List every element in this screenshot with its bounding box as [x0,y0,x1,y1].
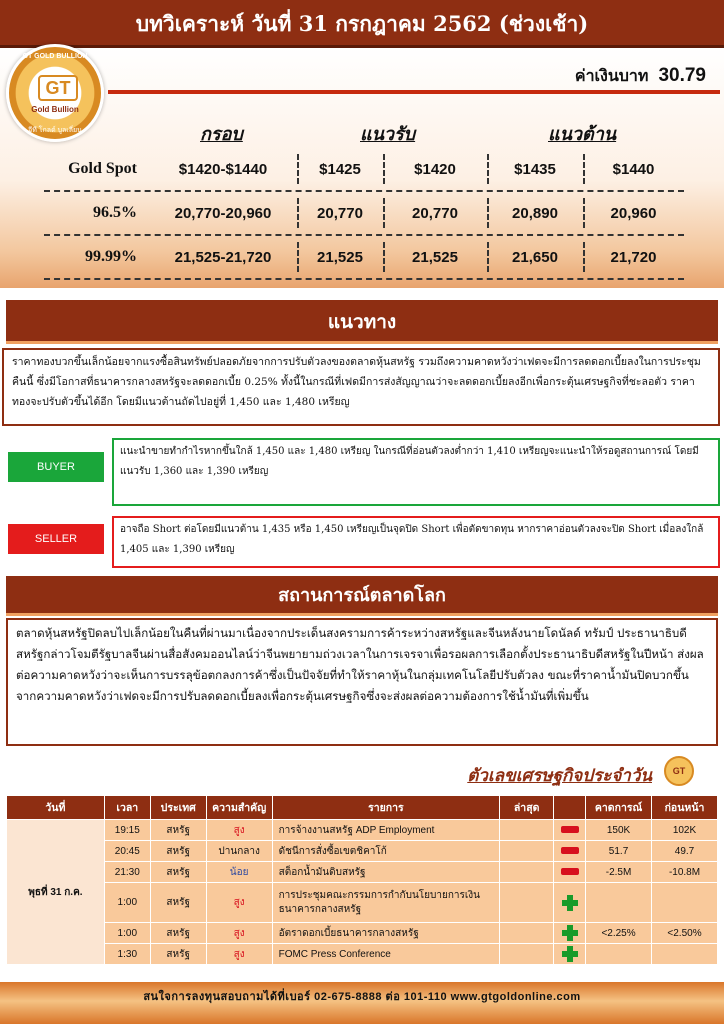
time-cell: 1:00 [104,923,150,944]
seller-tag: SELLER [8,524,104,554]
time-cell: 20:45 [104,841,150,862]
forecast-cell: <2.25% [586,923,652,944]
resistance-cell: 20,960 [583,192,684,234]
support-cell: $1420 [383,148,487,190]
col-resistance-header: แนวต้าน [548,124,617,145]
country-cell: สหรัฐ [150,820,206,841]
time-cell: 1:00 [104,883,150,923]
col-time: เวลา [104,796,150,820]
table-row [7,820,718,841]
col-sign [554,796,586,820]
support-cell: 21,525 [297,236,383,278]
actual-cell [500,841,554,862]
previous-cell [652,883,718,923]
world-title: สถานการณ์ตลาดโลก [6,576,718,616]
logo-initials: GT [38,75,78,101]
actual-cell [500,862,554,883]
importance-cell: สูง [206,820,272,841]
country-cell: สหรัฐ [150,883,206,923]
previous-cell: 102K [652,820,718,841]
actual-cell [500,883,554,923]
row-label: 99.99% [85,248,137,265]
seller-advice: อาจถือ Short ต่อโดยมีแนวต้าน 1,435 หรือ 1,450 เหรียญเป็นจุดปิด Short เพื่อตัดขาดทุน หากราคาอ่อนตัวลงจะปิด Short เมื่อลงใกล้ 1,405 และ 1,390 เหรียญ [112,516,720,568]
event-cell: การจ้างงานสหรัฐ ADP Employment [272,820,500,841]
country-cell: สหรัฐ [150,923,206,944]
previous-cell: -10.8M [652,862,718,883]
importance-cell: สูง [206,883,272,923]
sign-cell [554,841,586,862]
event-cell: อัตราดอกเบี้ยธนาคารกลางสหรัฐ [272,923,500,944]
actual-cell [500,820,554,841]
sign-cell [554,820,586,841]
support-cell: 21,525 [383,236,487,278]
actual-cell [500,923,554,944]
plus-icon [562,895,578,911]
col-range-header: กรอบ [200,124,243,145]
price-row-96 [44,192,684,236]
time-cell: 1:30 [104,944,150,965]
col-forecast: คาดการณ์ [586,796,652,820]
report-title: บทวิเคราะห์ วันที่ 31 กรกฎาคม 2562 (ช่วงเช้า) [0,0,724,48]
resistance-cell: $1440 [583,148,684,190]
minus-icon [561,847,579,854]
world-text: ตลาดหุ้นสหรัฐปิดลบไปเล็กน้อยในคืนที่ผ่านมาเนื่องจากประเด็นสงครามการค้าระหว่างสหรัฐและจีนหลังนายโดนัลด์ ทรัมป์ ประธานาธิบดีสหรัฐกล่าวโจมตีรัฐบาลจีนผ่านสื่อสังคมออนไลน์ว่าจีนพยายามถ่วงเวลาในการเจรจาเพื่อรอผลการเลือกตั้งประธานาธิบดีสหรัฐในปีหน้า ส่งผลต่อความคาดหวังว่าจะเห็นการบรรลุข้อตกลงการค้าซึ่งเป็นปัจจัยที่ทำให้ราคาหุ้นในกลุ่มเทคโนโลยีปรับตัวลง ขณะที่ราคาน้ำมันปิดบวกขึ้นจากความคาดหวังว่าเฟดจะมีการปรับลดดอกเบี้ยลงเพื่อกระตุ้นเศรษฐกิจซึ่งจะส่งผลต่อความต้องการใช้น้ำมันที่เพิ่มขึ้น [6,618,718,746]
table-row [7,883,718,923]
col-actual: ล่าสุด [500,796,554,820]
fx-label: ค่าเงินบาท [574,68,649,85]
country-cell: สหรัฐ [150,841,206,862]
footer-contact: สนใจการลงทุนสอบถามได้ที่เบอร์ 02-675-8888 ต่อ 101-110 www.gtgoldonline.com [0,982,724,1024]
resistance-cell: 20,890 [487,192,583,234]
price-table [44,148,684,280]
row-label: Gold Spot [68,160,137,177]
forecast-cell: 150K [586,820,652,841]
forecast-cell [586,883,652,923]
event-cell: ดัชนีการสั่งซื้อเขตชิคาโก้ [272,841,500,862]
gt-logo [6,44,104,142]
previous-cell: <2.50% [652,923,718,944]
previous-cell [652,944,718,965]
col-country: ประเทศ [150,796,206,820]
resistance-cell: 21,650 [487,236,583,278]
guidance-title: แนวทาง [6,300,718,344]
sign-cell [554,944,586,965]
col-previous: ก่อนหน้า [652,796,718,820]
plus-icon [562,925,578,941]
sign-cell [554,883,586,923]
resistance-cell: 21,720 [583,236,684,278]
plus-icon [562,946,578,962]
minus-icon [561,826,579,833]
price-row-9999 [44,236,684,280]
previous-cell: 49.7 [652,841,718,862]
range-cell: 21,525-21,720 [174,249,272,266]
actual-cell [500,944,554,965]
buyer-advice: แนะนำขายทำกำไรหากขึ้นใกล้ 1,450 และ 1,480 เหรียญ ในกรณีที่อ่อนตัวลงต่ำกว่า 1,410 เหรียญจะแนะนำให้รอดูสถานการณ์ โดยมีแนวรับ 1,360 และ 1,390 เหรียญ [112,438,720,506]
table-row [7,862,718,883]
event-cell: การประชุมคณะกรรมการกำกับนโยบายการเงินธนาคารกลางสหรัฐ [272,883,500,923]
support-cell: $1425 [297,148,383,190]
col-event: รายการ [272,796,500,820]
range-cell: 20,770-20,960 [174,205,272,222]
econ-logo: GT [664,756,694,786]
event-cell: FOMC Press Conference [272,944,500,965]
forecast-cell [586,944,652,965]
time-cell: 19:15 [104,820,150,841]
importance-cell: สูง [206,923,272,944]
table-row [7,841,718,862]
support-cell: 20,770 [297,192,383,234]
importance-cell: ปานกลาง [206,841,272,862]
col-support-header: แนวรับ [360,124,416,145]
resistance-cell: $1435 [487,148,583,190]
econ-table [6,795,718,965]
forecast-cell: -2.5M [586,862,652,883]
logo-name: Gold Bullion [31,105,79,114]
buyer-tag: BUYER [8,452,104,482]
importance-cell: สูง [206,944,272,965]
minus-icon [561,868,579,875]
guidance-text: ราคาทองบวกขึ้นเล็กน้อยจากแรงซื้อสินทรัพย์ปลอดภัยจากการปรับตัวลงของตลาดหุ้นสหรัฐ รวมถึงความคาดหวังว่าเฟดจะมีการลดดอกเบี้ยลงในการประชุมคืนนี้ ซึ่งมีโอกาสที่ธนาคารกลางสหรัฐจะลดดอกเบี้ย 0.25% ทั้งนี้ในกรณีที่เฟดมีการส่งสัญญาณว่าจะลดดอกเบี้ยลงอีกเพื่อกระตุ้นเศรษฐกิจที่ชะลอตัว ราคาทองจะปรับตัวขึ้นได้อีก โดยมีแนวต้านถัดไปอยู่ที่ 1,450 และ 1,480 เหรียญ [2,348,720,426]
econ-title: ตัวเลขเศรษฐกิจประจำวัน [467,766,652,786]
logo-ring-bottom: จีที โกลด์ บูลเลี่ยน [28,127,82,134]
importance-cell: น้อย [206,862,272,883]
header-divider [108,90,720,94]
col-importance: ความสำคัญ [206,796,272,820]
event-cell: สต็อกน้ำมันดิบสหรัฐ [272,862,500,883]
date-cell: พุธที่ 31 ก.ค. [7,820,105,965]
row-label: 96.5% [93,204,137,221]
fx-rate [575,64,706,89]
support-cell: 20,770 [383,192,487,234]
table-row [7,923,718,944]
time-cell: 21:30 [104,862,150,883]
range-cell: $1420-$1440 [178,161,268,178]
country-cell: สหรัฐ [150,862,206,883]
sign-cell [554,923,586,944]
logo-ring-top: GT GOLD BULLION [22,53,88,60]
country-cell: สหรัฐ [150,944,206,965]
col-date: วันที่ [7,796,105,820]
forecast-cell: 51.7 [586,841,652,862]
fx-value: 30.79 [658,65,706,86]
econ-header-row [7,796,718,820]
table-row [7,944,718,965]
sign-cell [554,862,586,883]
price-row-gold-spot [44,148,684,192]
